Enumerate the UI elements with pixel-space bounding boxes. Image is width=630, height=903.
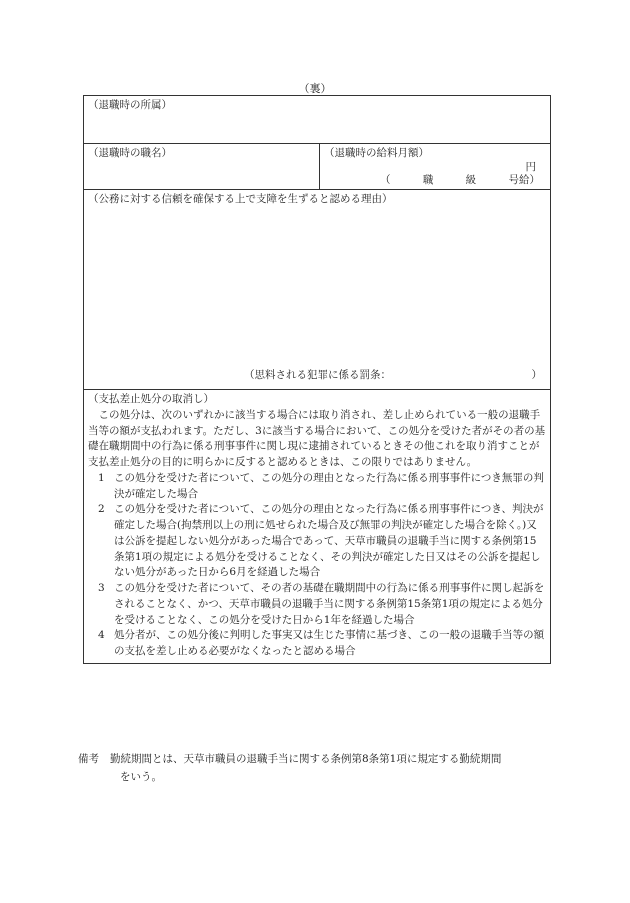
penalty-line bbox=[244, 368, 542, 384]
cancellation-row bbox=[84, 390, 550, 663]
position-salary-row bbox=[84, 144, 550, 190]
remarks-text bbox=[110, 751, 556, 787]
reason-label: （公務に対する信頼を確保する上で支障を生ずると認める理由） bbox=[88, 193, 393, 205]
item-text: この処分を受けた者について、この処分の理由となった行為に係る刑事事件につき無罪の判決が確定した場合 bbox=[114, 471, 544, 500]
salary-yen-unit: 円 bbox=[525, 161, 536, 173]
list-item bbox=[88, 471, 546, 503]
salary-cell bbox=[320, 144, 550, 189]
remarks-note bbox=[78, 751, 556, 787]
remarks-heading: 備考 bbox=[78, 753, 99, 765]
item-text: この処分を受けた者について、その者の基礎在職期間中の行為に係る刑事事件に関し起訴をされることなく、かつ、天草市職員の退職手当に関する条例第15条第1項の規定による処分を受けることなく、この処分を受けた日から1年を経過した場合 bbox=[114, 582, 545, 626]
remarks-line-1: 勤続期間とは、天草市職員の退職手当に関する条例第8条第1項に規定する勤続期間 bbox=[110, 753, 502, 765]
penalty-label: （思料される犯罪に係る罰条： bbox=[244, 369, 391, 382]
form-table bbox=[83, 95, 551, 664]
list-item bbox=[88, 628, 546, 660]
salary-label: （退職時の給料月額） bbox=[324, 147, 429, 159]
grade-gokyu: 号給） bbox=[508, 174, 540, 186]
grade-open-paren: （ bbox=[380, 174, 391, 186]
page-side-label: （裏） bbox=[298, 82, 332, 95]
position-cell bbox=[84, 144, 320, 189]
item-number: 2 bbox=[98, 503, 105, 516]
item-number: 1 bbox=[98, 471, 105, 484]
item-number: 4 bbox=[98, 629, 105, 642]
reason-row bbox=[84, 190, 550, 390]
salary-grade bbox=[380, 173, 540, 189]
cancellation-label: （支払差止処分の取消し） bbox=[88, 393, 214, 405]
list-item bbox=[88, 502, 546, 581]
list-item bbox=[88, 581, 546, 628]
penalty-close-paren: ） bbox=[531, 369, 542, 382]
grade-shoku: 職 bbox=[422, 174, 434, 186]
dept-label: （退職時の所属） bbox=[88, 99, 172, 111]
position-label: （退職時の職名） bbox=[88, 147, 172, 159]
remarks-line-2: をいう。 bbox=[120, 770, 162, 783]
dept-row bbox=[84, 96, 550, 144]
item-text: 処分者が、この処分後に判明した事実又は生じた事情に基づき、この一般の退職手当等の額の支払を差し止める必要がなくなったと認める場合 bbox=[114, 629, 545, 657]
item-text: この処分を受けた者について、この処分の理由となった行為に係る刑事事件につき、判決が確定した場合(拘禁刑以上の刑に処せられた場合及び無罪の判決が確定した場合を除く。)又は公訴を提起しない処分があった場合であって、天草市職員の退職手当に関する条例第15条第1項の規定による処分を受けることなく、その判決が確定した日又はその公訴を提起しない処分があった日から6月を経過した場合 bbox=[114, 503, 544, 579]
item-number: 3 bbox=[98, 582, 105, 594]
cancellation-intro: この処分は、次のいずれかに該当する場合には取り消され、差し止められている一般の退職手当等の額が支払われます。ただし、3に該当する場合において、この処分を受けた者がその者の基礎在職期間中の行為に係る刑事事件に関し現に逮捕されているときその他これを取り消すことが支払差止処分の目的に明らかに反すると認めるときは、この限りではありません。 bbox=[88, 408, 546, 468]
grade-kyu: 級 bbox=[465, 174, 477, 186]
